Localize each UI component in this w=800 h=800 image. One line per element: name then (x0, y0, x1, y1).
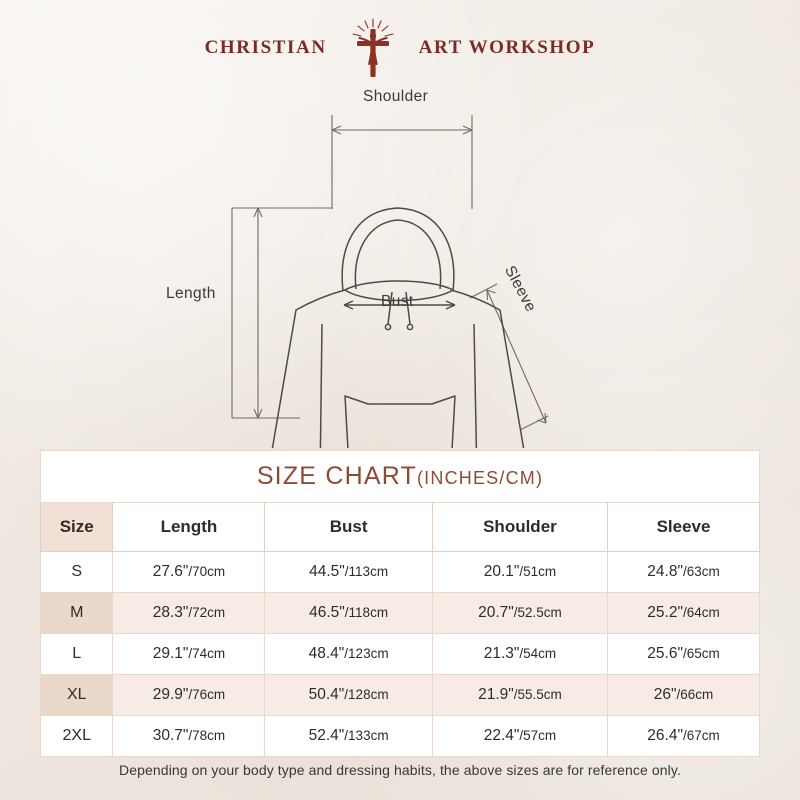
table-row (41, 552, 760, 593)
cell-sleeve: 26.4"/67cm (608, 716, 760, 757)
cell-shoulder: 22.4"/57cm (432, 716, 607, 757)
label-bust: Bust (381, 293, 414, 310)
brand-name-left: CHRISTIAN (204, 37, 327, 58)
cell-bust: 44.5"/113cm (265, 552, 432, 593)
hoodie-measurement-illustration (0, 78, 800, 448)
cell-bust: 52.4"/133cm (265, 716, 432, 757)
label-length: Length (166, 285, 216, 302)
size-chart-table (40, 450, 760, 757)
label-shoulder: Shoulder (363, 88, 429, 105)
cell-size: XL (41, 675, 113, 716)
cell-bust: 48.4"/123cm (265, 634, 432, 675)
column-header-size: Size (41, 503, 113, 552)
column-header-sleeve: Sleeve (608, 503, 760, 552)
chart-title-main: SIZE CHART (256, 462, 417, 490)
table-header-row (41, 503, 760, 552)
table-row (41, 634, 760, 675)
cell-length: 27.6"/70cm (113, 552, 265, 593)
cell-shoulder: 21.3"/54cm (432, 634, 607, 675)
column-header-length: Length (113, 503, 265, 552)
cell-shoulder: 20.1"/51cm (432, 552, 607, 593)
chart-title-cell (41, 451, 760, 503)
cell-shoulder: 20.7"/52.5cm (432, 593, 607, 634)
table-row (41, 675, 760, 716)
label-sleeve: Sleeve (500, 263, 540, 315)
cell-bust: 46.5"/118cm (265, 593, 432, 634)
table-row (41, 593, 760, 634)
cell-shoulder: 21.9"/55.5cm (432, 675, 607, 716)
brand-header (0, 16, 800, 80)
cell-bust: 50.4"/128cm (265, 675, 432, 716)
column-header-shoulder: Shoulder (432, 503, 607, 552)
cell-length: 29.1"/74cm (113, 634, 265, 675)
cross-with-figure-icon (337, 17, 409, 79)
cell-size: 2XL (41, 716, 113, 757)
cell-size: S (41, 552, 113, 593)
cell-length: 28.3"/72cm (113, 593, 265, 634)
cell-size: M (41, 593, 113, 634)
chart-title-row (41, 451, 760, 503)
brand-name-right: ART WORKSHOP (418, 37, 596, 58)
chart-title-sub: (INCHES/CM) (416, 468, 544, 488)
cell-size: L (41, 634, 113, 675)
cell-sleeve: 25.2"/64cm (608, 593, 760, 634)
cell-length: 29.9"/76cm (113, 675, 265, 716)
cell-sleeve: 24.8"/63cm (608, 552, 760, 593)
cell-length: 30.7"/78cm (113, 716, 265, 757)
cell-sleeve: 25.6"/65cm (608, 634, 760, 675)
size-chart-footnote: Depending on your body type and dressing habits, the above sizes are for reference only. (119, 762, 681, 778)
column-header-bust: Bust (265, 503, 432, 552)
cell-sleeve: 26"/66cm (608, 675, 760, 716)
table-row (41, 716, 760, 757)
hoodie-drawing-icon (0, 78, 800, 448)
